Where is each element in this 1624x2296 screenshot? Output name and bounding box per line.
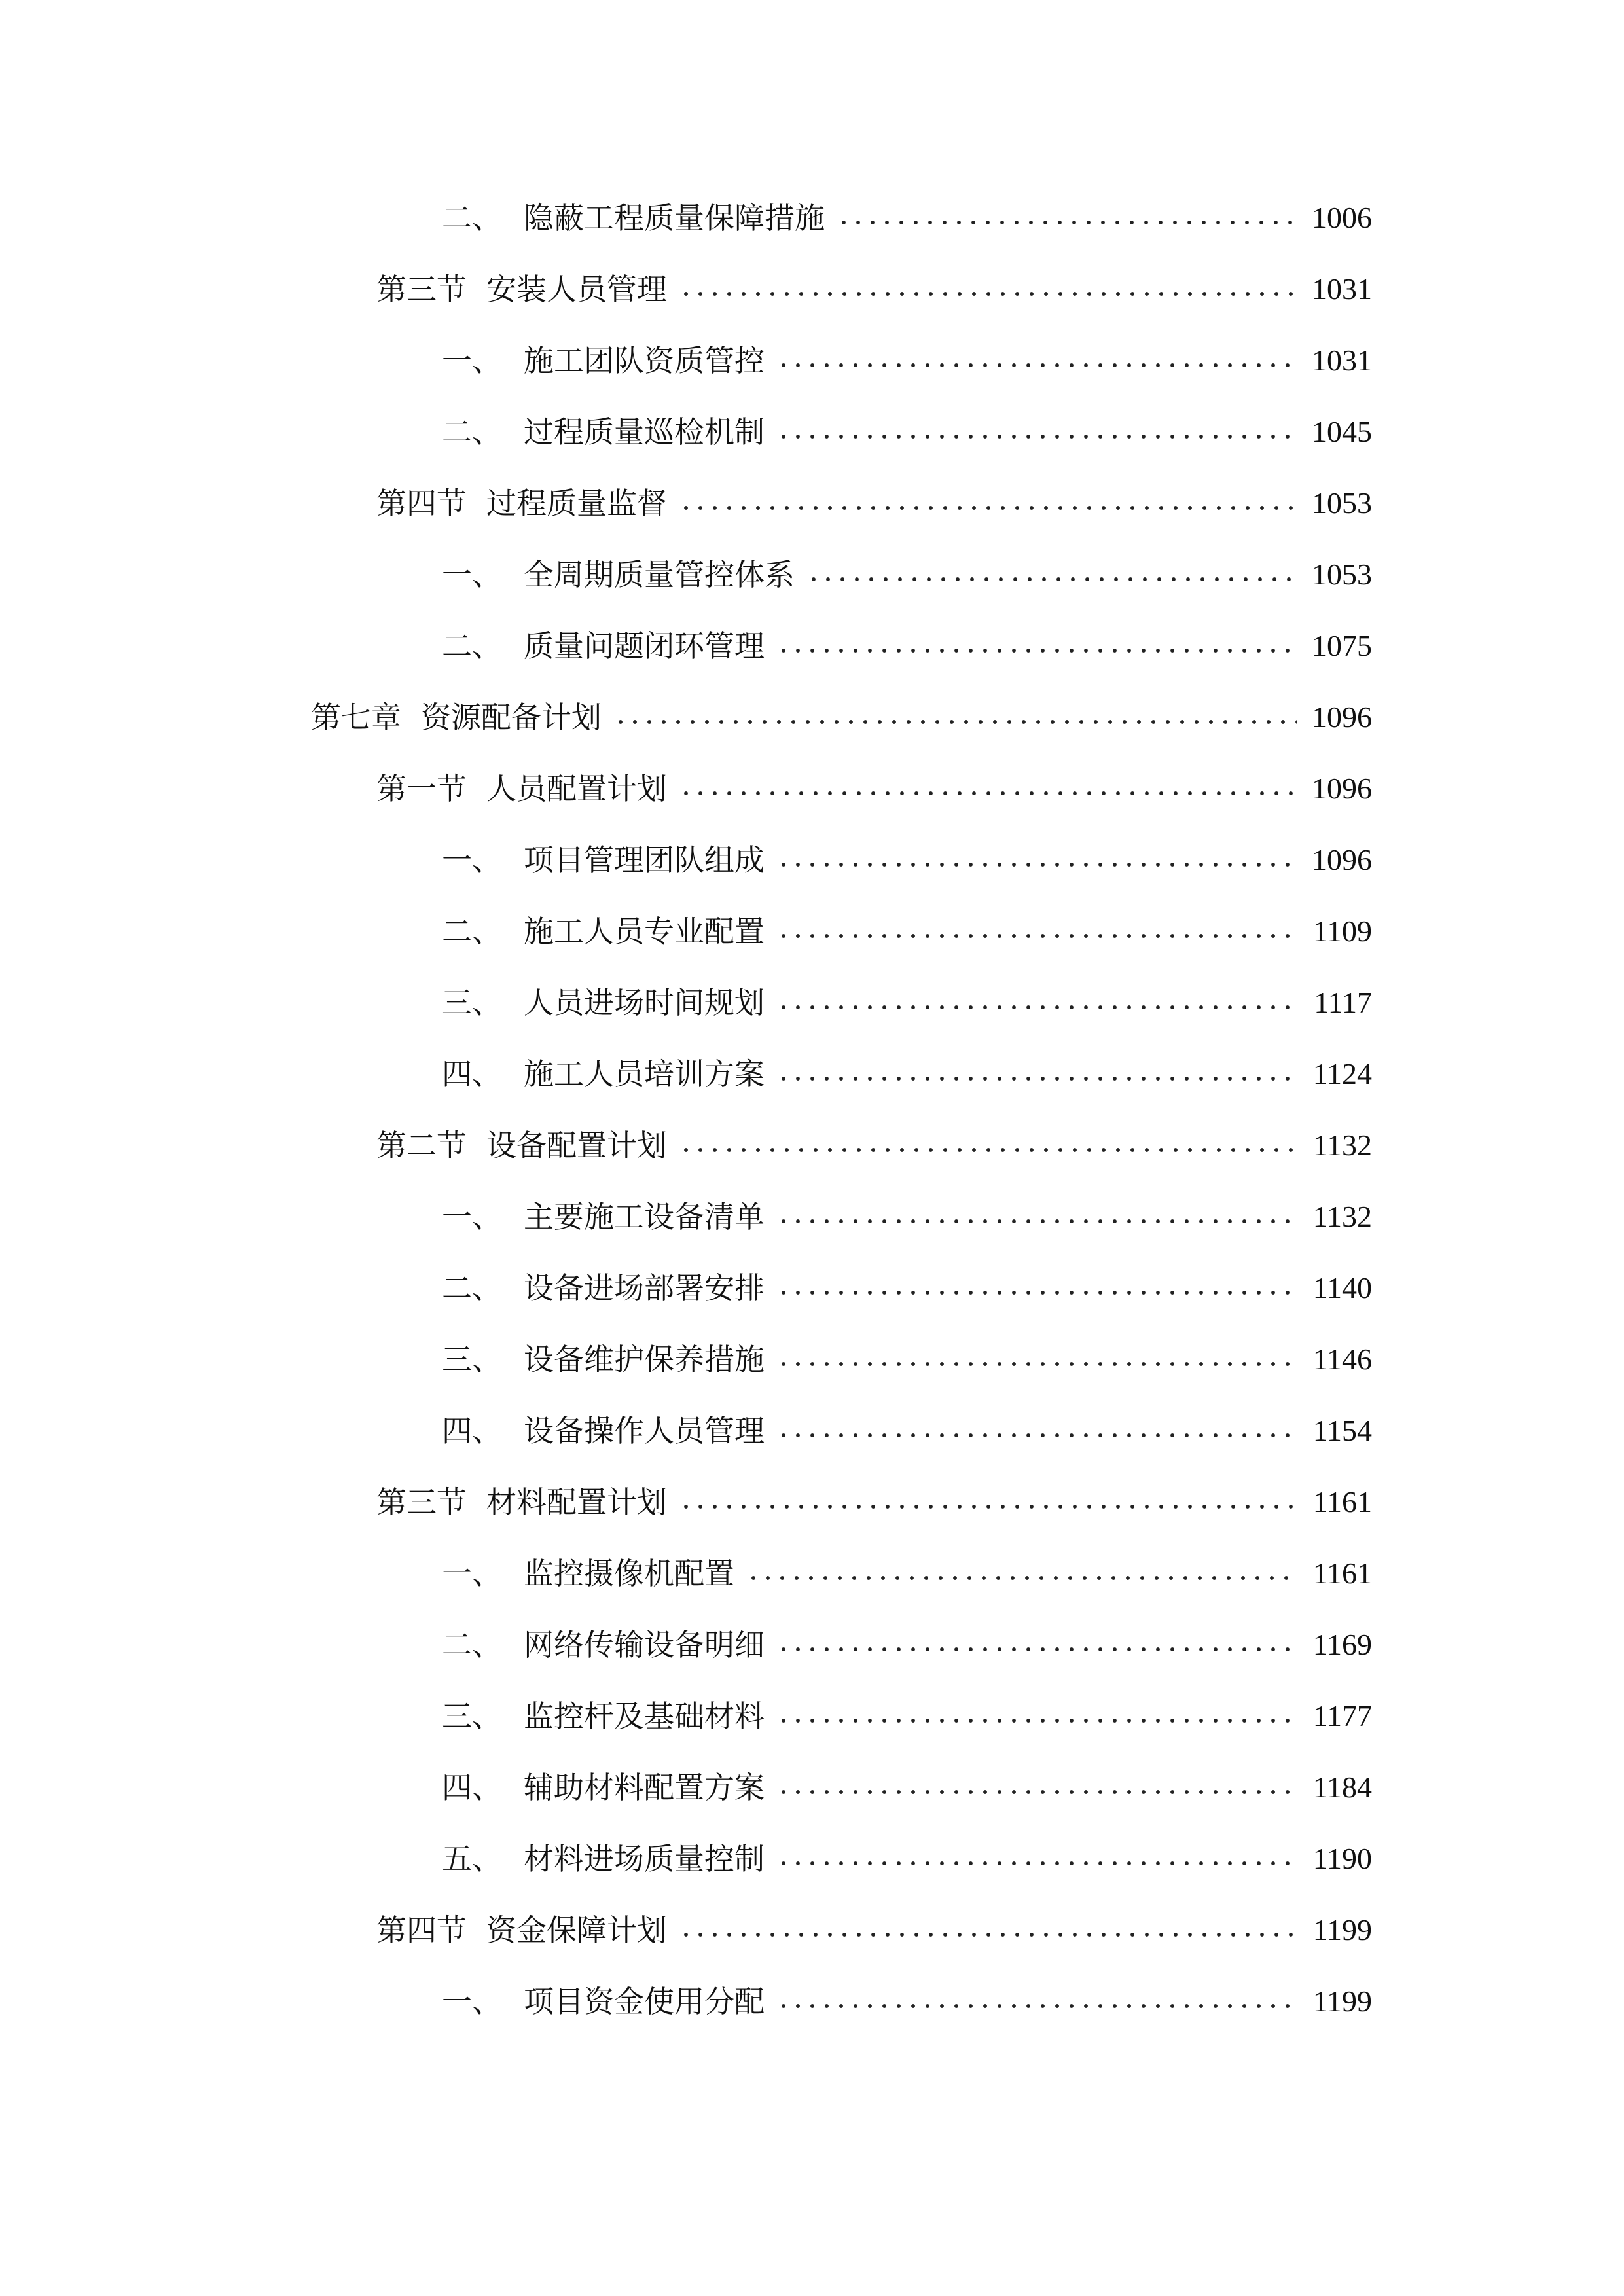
toc-entry-number: 四、 <box>442 1770 502 1805</box>
toc-entry-number: 第七章 <box>311 700 401 735</box>
dot-leader <box>776 363 1297 368</box>
toc-entry-page: 1006 <box>1312 201 1372 234</box>
toc-entry-title: 监控杆及基础材料 <box>524 1698 765 1734</box>
toc-entry-page: 1075 <box>1312 629 1372 662</box>
toc-entry-page: 1053 <box>1312 486 1372 520</box>
toc-entry[interactable] <box>442 334 1372 387</box>
toc-entry-page: 1124 <box>1312 1057 1372 1090</box>
dot-leader <box>679 1504 1299 1509</box>
toc-entry-title: 安装人员管理 <box>486 272 667 307</box>
toc-entry-title: 过程质量监督 <box>486 486 667 521</box>
toc-entry-page: 1045 <box>1312 415 1372 448</box>
toc-entry-title: 人员配置计划 <box>486 771 667 806</box>
toc-entry[interactable] <box>442 1975 1372 2028</box>
toc-entry-page: 1096 <box>1312 700 1372 734</box>
toc-entry-page: 1096 <box>1312 843 1372 876</box>
toc-entry-title: 辅助材料配置方案 <box>524 1770 765 1805</box>
toc-entry-number: 三、 <box>442 985 502 1020</box>
toc-entry[interactable] <box>376 762 1372 815</box>
toc-entry-number: 第三节 <box>376 1484 467 1520</box>
dot-leader <box>776 1076 1299 1081</box>
toc-entry[interactable] <box>442 1547 1372 1600</box>
toc-entry-number: 二、 <box>442 1627 502 1662</box>
toc-entry-page: 1132 <box>1312 1200 1372 1233</box>
toc-entry-title: 施工人员专业配置 <box>524 914 765 949</box>
toc-entry-page: 1096 <box>1312 772 1372 805</box>
toc-entry-number: 四、 <box>442 1056 502 1092</box>
toc-entry-page: 1199 <box>1312 1984 1372 2018</box>
dot-leader <box>776 1718 1299 1723</box>
dot-leader <box>776 1290 1299 1295</box>
dot-leader <box>776 1861 1299 1866</box>
toc-entry[interactable] <box>442 620 1372 672</box>
dot-leader <box>776 1433 1299 1438</box>
dot-leader <box>776 434 1297 439</box>
toc-entry-number: 三、 <box>442 1342 502 1377</box>
toc-entry[interactable] <box>442 977 1372 1029</box>
toc-entry-number: 四、 <box>442 1413 502 1448</box>
toc-entry[interactable] <box>376 1904 1372 1956</box>
toc-entry-title: 监控摄像机配置 <box>524 1556 734 1591</box>
toc-entry[interactable] <box>311 691 1372 744</box>
toc-entry[interactable] <box>442 406 1372 458</box>
toc-entry-title: 设备进场部署安排 <box>524 1270 765 1306</box>
toc-entry-number: 第三节 <box>376 272 467 307</box>
toc-entry[interactable] <box>442 905 1372 958</box>
toc-entry-number: 二、 <box>442 1270 502 1306</box>
toc-entry[interactable] <box>376 263 1372 315</box>
toc-entry-page: 1146 <box>1312 1342 1372 1376</box>
toc-entry-number: 第四节 <box>376 1912 467 1948</box>
toc-entry-title: 施工人员培训方案 <box>524 1056 765 1092</box>
dot-leader <box>679 1932 1299 1937</box>
toc-entry[interactable] <box>442 1262 1372 1314</box>
toc-entry-number: 五、 <box>442 1841 502 1876</box>
toc-entry-title: 资源配备计划 <box>421 700 602 735</box>
toc-entry[interactable] <box>376 477 1372 529</box>
dot-leader <box>679 291 1297 296</box>
toc-entry-title: 全周期质量管控体系 <box>524 557 795 592</box>
toc-entry[interactable] <box>442 1333 1372 1386</box>
toc-entry-page: 1169 <box>1312 1628 1372 1661</box>
toc-entry-page: 1053 <box>1312 558 1372 591</box>
toc-entry-number: 一、 <box>442 1556 502 1591</box>
toc-entry-number: 一、 <box>442 1984 502 2019</box>
toc-entry-title: 质量问题闭环管理 <box>524 628 765 664</box>
toc-entry-title: 材料配置计划 <box>486 1484 667 1520</box>
toc-entry[interactable] <box>376 1119 1372 1172</box>
toc-entry-number: 三、 <box>442 1698 502 1734</box>
toc-entry-page: 1177 <box>1312 1699 1372 1732</box>
toc-entry-number: 第四节 <box>376 486 467 521</box>
toc-entry-number: 一、 <box>442 557 502 592</box>
dot-leader <box>776 1789 1299 1795</box>
dot-leader <box>776 648 1297 653</box>
toc-entry-number: 一、 <box>442 842 502 878</box>
toc-entry[interactable] <box>442 1761 1372 1814</box>
toc-entry-page: 1190 <box>1312 1842 1372 1875</box>
dot-leader <box>776 862 1297 867</box>
dot-leader <box>776 1647 1299 1652</box>
toc-entry[interactable] <box>442 834 1372 886</box>
toc-entry-title: 隐蔽工程质量保障措施 <box>524 200 825 236</box>
toc-entry[interactable] <box>442 1405 1372 1457</box>
toc-entry-page: 1199 <box>1312 1913 1372 1946</box>
toc-entry-page: 1109 <box>1312 914 1372 948</box>
toc-entry-number: 二、 <box>442 914 502 949</box>
dot-leader <box>613 719 1297 725</box>
toc-entry-title: 过程质量巡检机制 <box>524 414 765 450</box>
toc-entry-title: 项目管理团队组成 <box>524 842 765 878</box>
dot-leader <box>776 1005 1299 1010</box>
toc-entry-page: 1031 <box>1312 272 1372 306</box>
toc-entry-title: 项目资金使用分配 <box>524 1984 765 2019</box>
toc-entry-title: 设备维护保养措施 <box>524 1342 765 1377</box>
dot-leader <box>776 1361 1299 1367</box>
dot-leader <box>679 1147 1299 1153</box>
dot-leader <box>746 1575 1299 1581</box>
dot-leader <box>679 791 1297 796</box>
toc-entry[interactable] <box>442 1690 1372 1742</box>
dot-leader <box>837 220 1297 225</box>
toc-entry[interactable] <box>442 192 1372 244</box>
toc-entry-page: 1184 <box>1312 1770 1372 1804</box>
dot-leader <box>806 577 1297 582</box>
toc-entry-number: 二、 <box>442 200 502 236</box>
toc-entry-title: 材料进场质量控制 <box>524 1841 765 1876</box>
toc-entry-title: 网络传输设备明细 <box>524 1627 765 1662</box>
toc-entry-number: 第二节 <box>376 1128 467 1163</box>
toc-entry[interactable] <box>442 1191 1372 1243</box>
toc-entry-number: 一、 <box>442 343 502 378</box>
toc-entry[interactable] <box>442 548 1372 601</box>
toc-entry-title: 资金保障计划 <box>486 1912 667 1948</box>
toc-entry-title: 设备操作人员管理 <box>524 1413 765 1448</box>
toc-entry-title: 施工团队资质管控 <box>524 343 765 378</box>
toc-entry-number: 二、 <box>442 414 502 450</box>
dot-leader <box>776 1219 1299 1224</box>
toc-entry[interactable] <box>442 1833 1372 1885</box>
dot-leader <box>776 2003 1299 2009</box>
toc-entry-page: 1117 <box>1314 986 1372 1019</box>
toc-entry-page: 1161 <box>1312 1556 1372 1590</box>
toc-entry[interactable] <box>376 1476 1372 1528</box>
dot-leader <box>679 505 1297 511</box>
toc-entry-title: 设备配置计划 <box>486 1128 667 1163</box>
dot-leader <box>776 933 1299 939</box>
toc-entry-page: 1031 <box>1312 344 1372 377</box>
toc-entry-page: 1154 <box>1312 1414 1372 1447</box>
toc-entry-page: 1161 <box>1312 1485 1372 1518</box>
toc-entry-number: 第一节 <box>376 771 467 806</box>
toc-entry[interactable] <box>442 1619 1372 1671</box>
toc-entry-page: 1132 <box>1312 1128 1372 1162</box>
toc-entry-number: 一、 <box>442 1199 502 1234</box>
toc-entry-title: 人员进场时间规划 <box>524 985 765 1020</box>
toc-entry-page: 1140 <box>1312 1271 1372 1304</box>
toc-entry-title: 主要施工设备清单 <box>524 1199 765 1234</box>
toc-entry-number: 二、 <box>442 628 502 664</box>
toc-entry[interactable] <box>442 1048 1372 1100</box>
